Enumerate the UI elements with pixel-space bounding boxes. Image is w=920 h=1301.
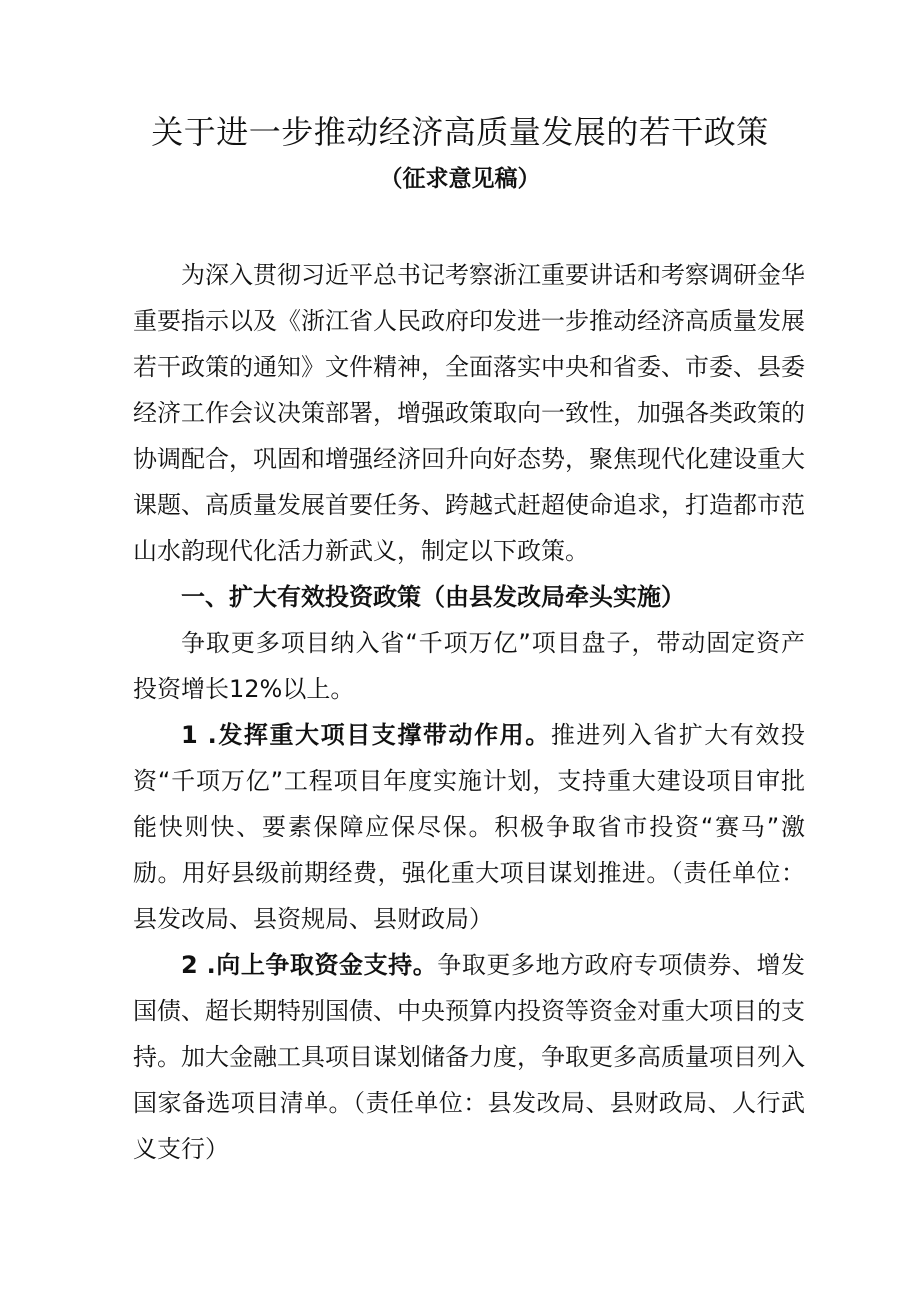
document-title: 关于进一步推动经济高质量发展的若干政策 (151, 113, 769, 151)
intro-paragraph: 为深入贯彻习近平总书记考察浙江重要讲话和考察调研金华重要指示以及《浙江省人民政府印发进一步推动经济高质量发展若干政策的通知》文件精神，全面落实中央和省委、市委、县委经济工作会议决策部署，增强政策取向一致性，加强各类政策的协调配合，巩固和增强经济回升向好态势，聚焦现代化建设重大课题、高质量发展首要任务、跨越式赶超使命追求，打造都市范山水韵现代化活力新武义，制定以下政策。 (133, 261, 805, 565)
policy-item-2-text: 争取更多地方政府专项债券、增发国债、超长期特别国债、中央预算内投资等资金对重大项目的支持。加大金融工具项目谋划储备力度，争取更多高质量项目列入国家备选项目清单。（责任单位：县发改局、县财政局、人行武义支行） (133, 951, 806, 1163)
section-heading: 一、扩大有效投资政策（由县发改局牵头实施） (181, 583, 685, 611)
policy-item-1 (133, 712, 805, 942)
policy-item-1-text: 推进列入省扩大有效投资“千项万亿”工程项目年度实施计划，支持重大建设项目审批能快则快、要素保障应保尽保。积极争取省市投资“赛马”激励。用好县级前期经费，强化重大项目谋划推进。（责任单位：县发改局、县资规局、县财政局） (133, 721, 806, 933)
policy-item-2-lead: 2 .向上争取资金支持。 (181, 951, 438, 979)
document-body (133, 252, 805, 1172)
policy-item-1-lead: 1 .发挥重大项目支撑带动作用。 (181, 721, 551, 749)
section-summary: 争取更多项目纳入省“千项万亿”项目盘子，带动固定资产投资增长12%以上。 (133, 629, 805, 703)
policy-item-2 (133, 942, 805, 1172)
document-subtitle: （征求意见稿） (379, 166, 541, 192)
